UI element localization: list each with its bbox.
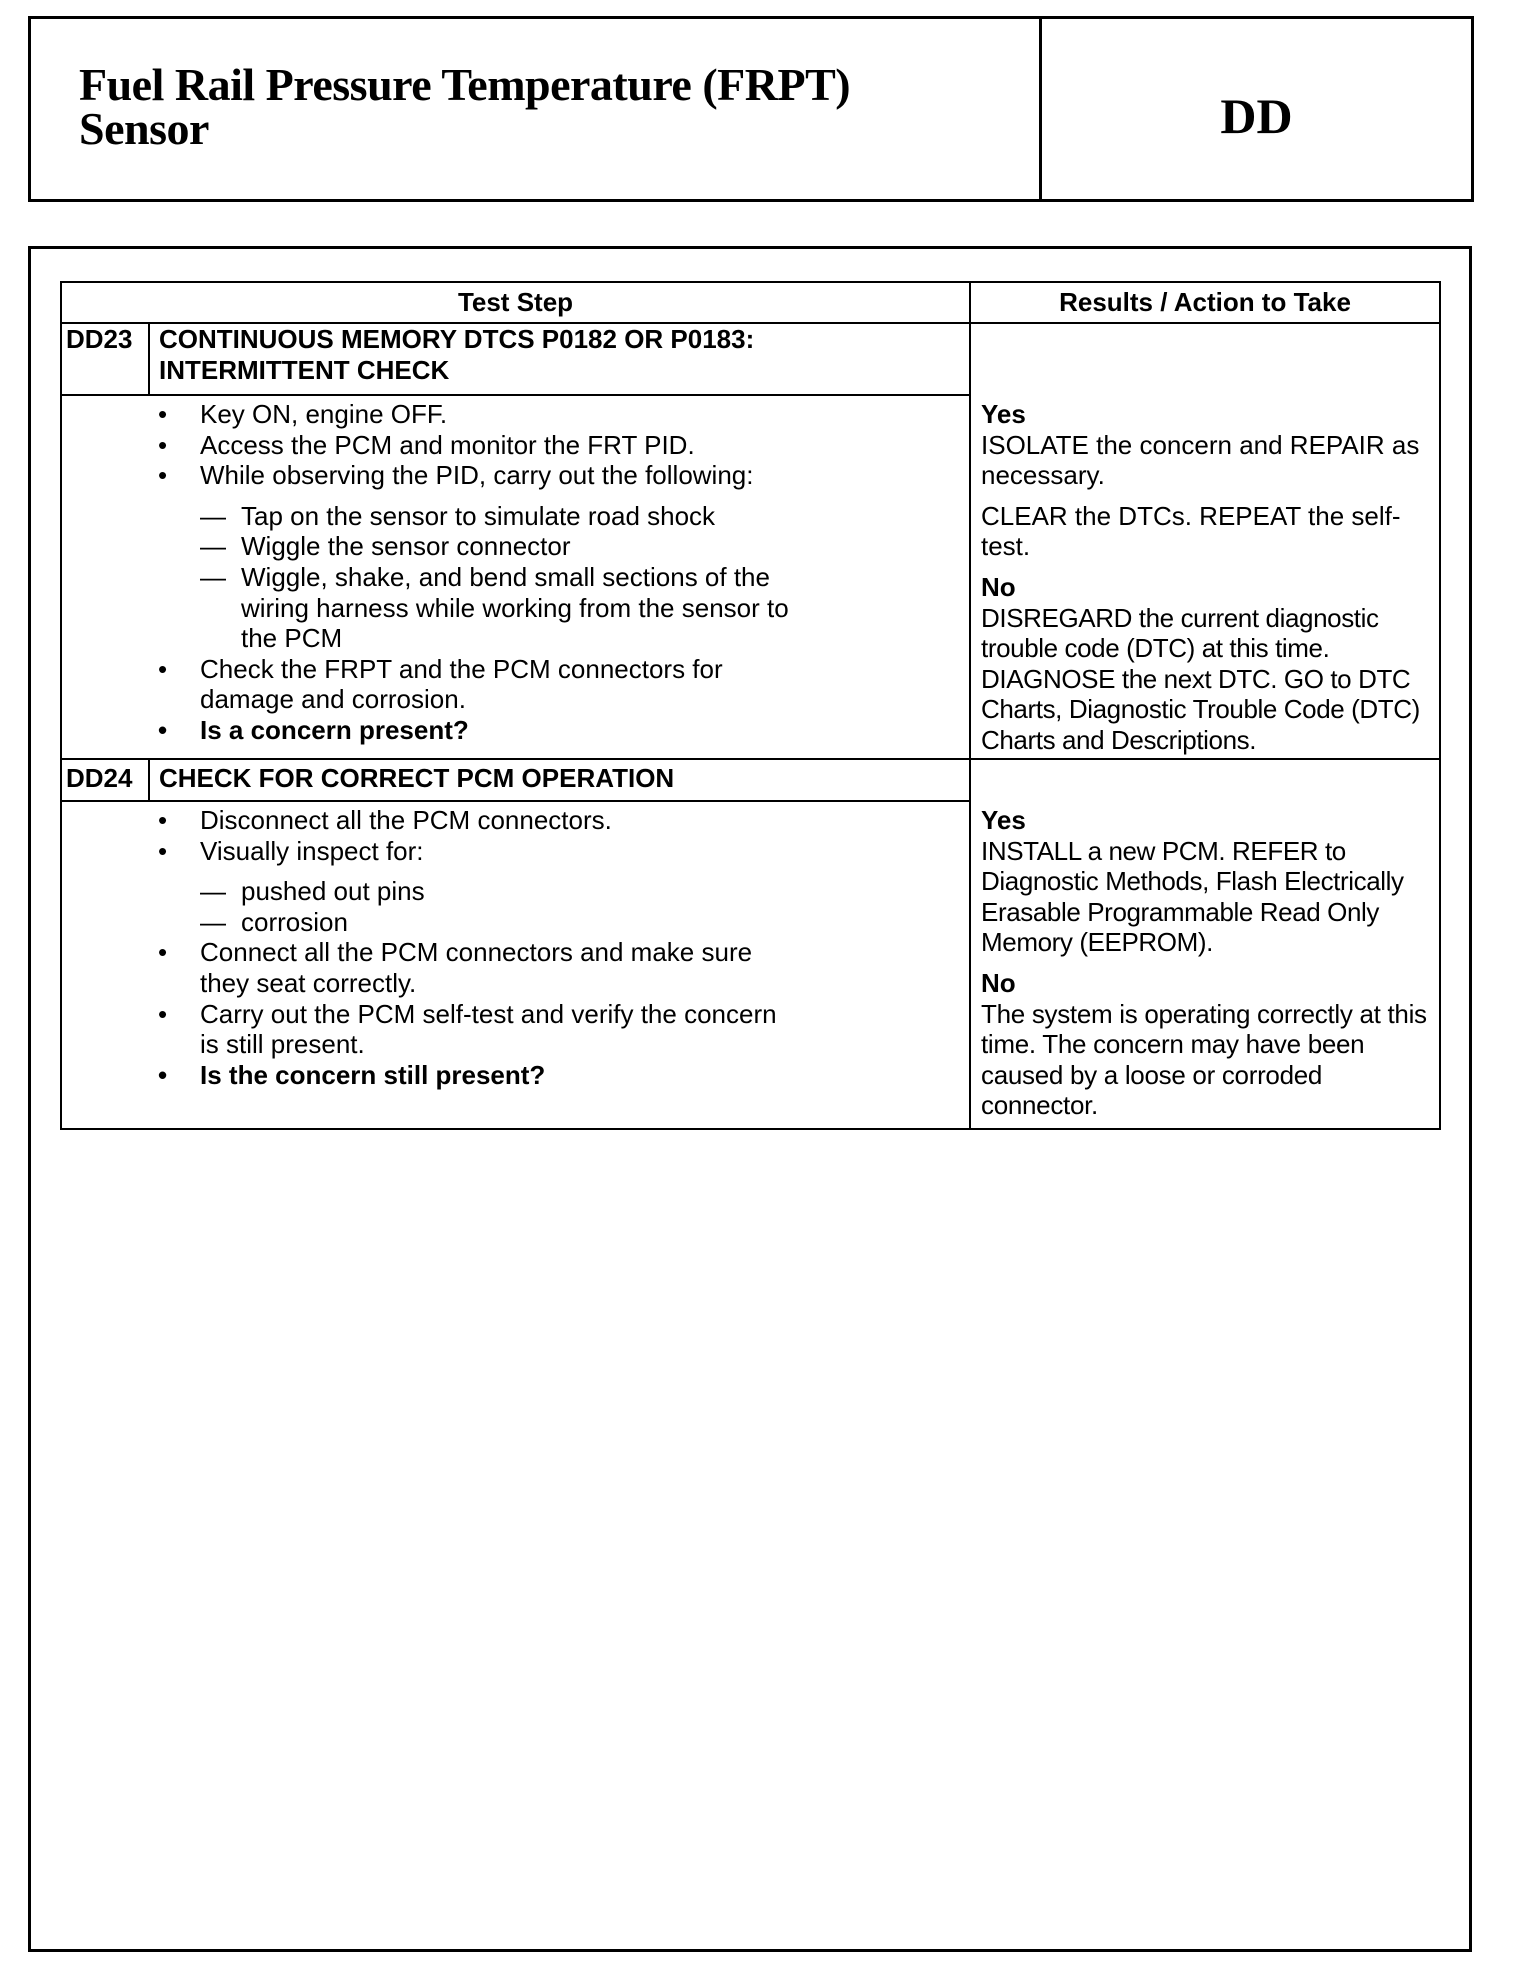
step-id: DD24 (66, 763, 133, 793)
step-instructions (62, 805, 942, 1090)
question: • Is a concern present? (158, 714, 469, 745)
yes-label: Yes (981, 805, 1026, 835)
col-header-test-step: Test Step (457, 287, 574, 317)
results-dd24 (981, 805, 1436, 1121)
dd24-title-divider (62, 800, 969, 802)
yes-label: Yes (981, 399, 1026, 429)
list-item: • Disconnect all the PCM connectors. (158, 805, 612, 835)
section-code: DD (1220, 88, 1293, 144)
sub-item: — pushed out pins (200, 876, 425, 907)
step-title-line: CONTINUOUS MEMORY DTCS P0182 OR P0183: (159, 324, 755, 354)
title-line-2: Sensor (79, 103, 209, 154)
list-item: • Key ON, engine OFF. (158, 399, 448, 429)
list-item: • Check the FRPT and the PCM connectors for damage and corrosion. (158, 653, 723, 715)
no-action: The system is operating correctly at this time. The concern may have been caused by a loose or corroded connector. (981, 998, 1427, 1121)
list-item: • Visually inspect for: (158, 835, 424, 866)
col-header-results: Results / Action to Take (1059, 287, 1351, 317)
yes-action: ISOLATE the concern and REPAIR as necessary. (981, 429, 1420, 491)
step-id: DD23 (66, 324, 133, 354)
step-title (159, 324, 754, 385)
list-item: • Access the PCM and monitor the FRT PID. (158, 429, 695, 460)
no-action: DISREGARD the current diagnostic trouble code (DTC) at this time. DIAGNOSE the next DTC. GO to DTC Charts, Diagnostic Trouble Code (DTC) Charts and Descriptions. (981, 602, 1420, 755)
no-label: No (981, 571, 1016, 602)
sub-item: — Wiggle the sensor connector (200, 531, 571, 562)
question: • Is the concern still present? (158, 1059, 546, 1090)
list-item: • Connect all the PCM connectors and make sure they seat correctly. (158, 937, 753, 998)
list-item: • Carry out the PCM self-test and verify the concern is still present. (158, 998, 777, 1060)
step-title-line: INTERMITTENT CHECK (159, 354, 450, 385)
list-item: • While observing the PID, carry out the following: (158, 460, 754, 491)
sub-item: — Tap on the sensor to simulate road shock (200, 500, 716, 531)
no-label: No (981, 967, 1016, 998)
results-dd23 (981, 399, 1436, 756)
yes-action: INSTALL a new PCM. REFER to Diagnostic Methods, Flash Electrically Erasable Programmable Read Only Memory (EEPROM). (981, 835, 1404, 958)
page-header (28, 16, 1474, 202)
sub-item: — corrosion (200, 906, 348, 937)
column-divider (969, 283, 971, 1128)
dd23-id-divider (148, 322, 150, 394)
dd24-id-divider (148, 758, 150, 800)
row-divider (62, 758, 1439, 760)
yes-action: CLEAR the DTCs. REPEAT the self-test. (981, 500, 1401, 562)
step-title: CHECK FOR CORRECT PCM OPERATION (159, 763, 675, 793)
sub-item: — Wiggle, shake, and bend small sections of the wiring harness while working from the sensor to the PCM (200, 561, 789, 654)
step-instructions (62, 399, 942, 746)
diagnostic-table (60, 281, 1441, 1130)
dd23-title-divider (62, 394, 969, 396)
page-title (79, 59, 851, 154)
title-line-1: Fuel Rail Pressure Temperature (FRPT) (79, 59, 851, 110)
